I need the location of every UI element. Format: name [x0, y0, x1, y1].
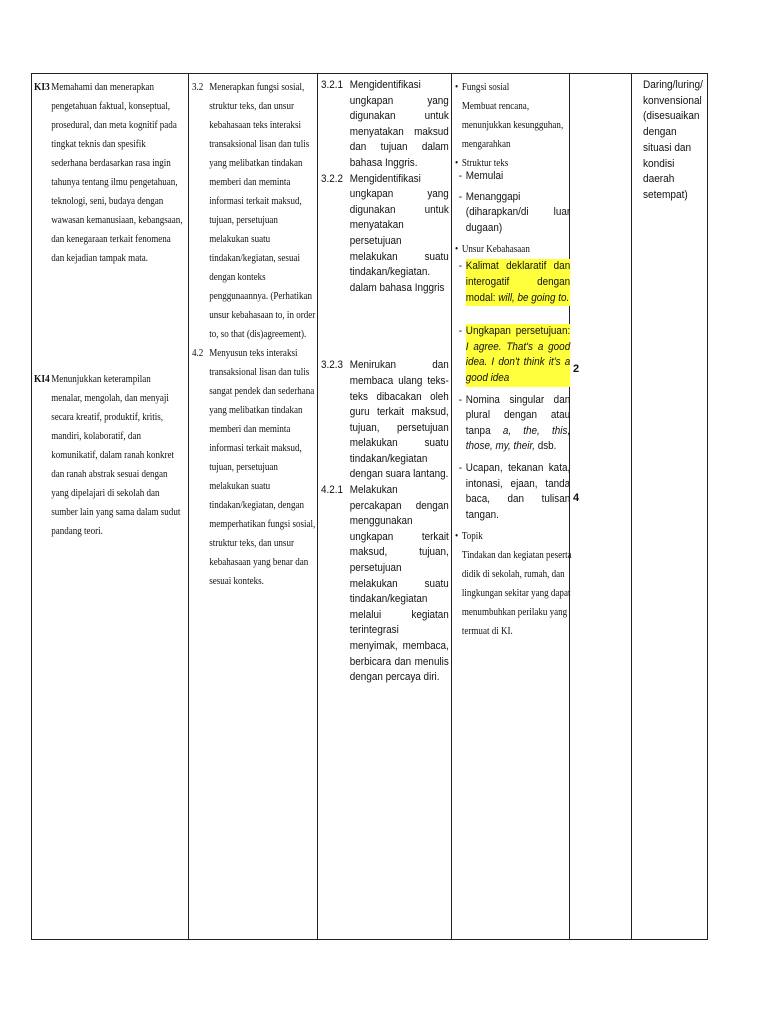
unsur-list	[455, 259, 570, 523]
fungsi-heading: Fungsi sosial	[461, 82, 510, 93]
ki3-code: KI3	[34, 81, 50, 93]
indicator-text: Mengidentifikasi ungkapan yang digunakan untuk menyatakan persetujuan melakukan suatu tindakan/kegiatan. dalam bahasa Inggris	[349, 172, 449, 294]
kd-text: Menerapkan fungsi sosial, struktur teks, dan unsur kebahasaan teks interaksi transaksional lisan dan tulis yang melibatkan tindakan memberi dan meminta informasi terkait maksud, tujuan, persetujuan melakukan suatu tindakan/kegiatan, sesuai dengan konteks penggunaannya. (Perhatikan unsur kebahasaan to, in order to, so that (dis)agreement).	[209, 82, 316, 340]
bullet-icon: •	[455, 82, 459, 93]
media-column: Daring/luring/ konvensional (disesuaikan dengan situasi dan kondisi daerah setempat)	[643, 79, 703, 201]
indicator-text: Mengidentifikasi ungkapan yang digunakan untuk menyatakan maksud dan tujuan dalam bahasa Inggris.	[349, 79, 449, 169]
kd-4-2	[192, 344, 318, 591]
ki3-block	[34, 78, 184, 268]
indicator-text: Menirukan dan membaca ulang teks-teks dibacakan oleh guru terkait maksud, tujuan, persetujuan melakukan suatu tindakan/kegiatan dengan suara lantang.	[349, 359, 449, 481]
bullet-icon: •	[455, 531, 459, 543]
topik-heading: Topik	[461, 531, 483, 543]
unsur-item: - Nomina singular dan plural dengan atau tanpa a, the, this, those, my, their, dsb.	[458, 393, 571, 453]
indicator-column	[321, 78, 449, 686]
kd-number: 3.2	[192, 82, 204, 93]
kd-text: Menyusun teks interaksi transaksional lisan dan tulis sangat pendek dan sederhana yang melibatkan tindakan memberi dan meminta informasi terkait maksud, tujuan, persetujuan melakukan suatu tindakan/kegiatan, dengan memperhatikan fungsi sosial, struktur teks, dan unsur kebahasaan yang benar dan sesuai konteks.	[209, 348, 316, 587]
materi-column	[455, 78, 579, 641]
indicator-text: Melakukan percakapan dengan menggunakan ungkapan terkait maksud, tujuan, persetujuan melakukan suatu tindakan/kegiatan melalui kegiatan terintegrasi menyimak, membaca, berbicara dan menulis dengan percaya diri.	[349, 484, 449, 684]
unsur-item: - Kalimat deklaratif dan interogatif dengan modal: will, be going to.	[455, 259, 570, 306]
syllabus-table	[31, 73, 708, 940]
struktur-item: Menanggapi (diharapkan/di luar dugaan)	[465, 190, 571, 234]
column-divider	[451, 74, 452, 939]
column-divider	[188, 74, 189, 939]
indicator-number: 3.2.2	[321, 172, 344, 185]
unsur-heading-row	[455, 240, 574, 259]
ki4-text: Menunjukkan keterampilan menalar, mengolah, dan menyaji secara kreatif, produktif, kritis, mandiri, kolaboratif, dan komunikatif, dalam ranah konkret dan ranah abstrak sesuai dengan yang dipelajari di sekolah dan sumber lain yang sama dalam sudut pandang teori.	[51, 374, 181, 537]
bullet-icon: •	[455, 158, 459, 169]
indicator-3-2-2	[321, 172, 449, 297]
struktur-item: Memulai	[465, 170, 504, 182]
fungsi-sosial	[455, 78, 574, 173]
indicator-3-2-1	[321, 78, 449, 172]
fungsi-text: Membuat rencana, menunjukkan kesungguhan, mengarahkan	[461, 101, 564, 150]
kd-column	[192, 78, 318, 591]
unsur-item: - Ungkapan persetujuan: I agree. That's a good idea. I don't think it's a good idea	[455, 324, 570, 386]
topik-text: Tindakan dan kegiatan peserta didik di sekolah, rumah, dan lingkungan sekitar yang dapat menumbuhkan perilaku yang termuat di KI.	[461, 550, 572, 638]
unsur-item: - Ucapan, tekanan kata, intonasi, ejaan, tanda baca, dan tulisan tangan.	[458, 461, 571, 521]
indicator-number: 3.2.1	[321, 79, 344, 91]
column-divider	[631, 74, 632, 939]
ki3-text: Memahami dan menerapkan pengetahuan faktual, konseptual, prosedural, dan meta kognitif pada tingkat teknis dan spesifik sederhana berdasarkan rasa ingin tahunya tentang ilmu pengetahuan, teknologi, seni, budaya dengan wawasan kemanusiaan, kebangsaan, dan kenegaraan terkait fenomena dan kejadian tampak mata.	[51, 82, 183, 264]
time-allocation-4: 4	[573, 492, 580, 504]
ki4-block	[34, 370, 184, 541]
indicator-number: 4.2.1	[321, 484, 344, 497]
ki4-code: KI4	[34, 373, 50, 385]
struktur-list: - Memulai - Menanggapi (diharapkan/di luar dugaan)	[455, 169, 570, 236]
kd-3-2	[192, 78, 318, 344]
time-allocation-2: 2	[573, 363, 580, 375]
indicator-3-2-3	[321, 358, 449, 483]
kd-number: 4.2	[192, 348, 204, 359]
struktur-heading: Struktur teks	[461, 158, 509, 169]
unsur-heading: Unsur Kebahasaan	[461, 244, 530, 256]
indicator-4-2-1	[321, 483, 449, 686]
topik	[455, 527, 574, 641]
indicator-number: 3.2.3	[321, 359, 344, 372]
ki-column	[34, 78, 184, 541]
bullet-icon: •	[455, 244, 459, 256]
